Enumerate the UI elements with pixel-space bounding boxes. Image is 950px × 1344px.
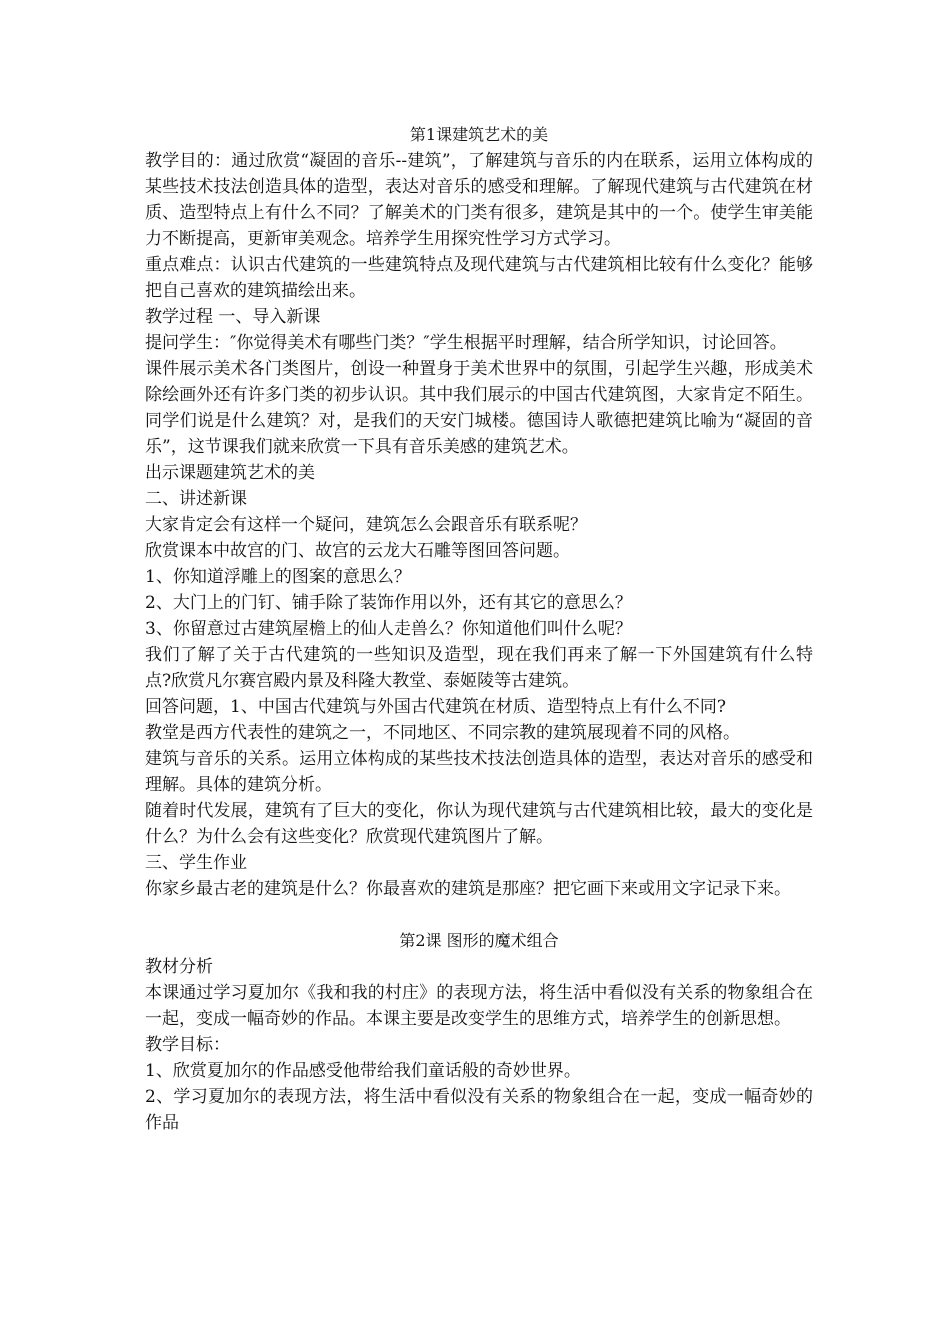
lesson2-title: 第2课 图形的魔术组合 (399, 931, 559, 950)
lesson1-paragraph: 出示课题建筑艺术的美 (145, 463, 315, 483)
lesson1-paragraph: 教学过程 一、导入新课 (145, 307, 321, 327)
lesson1-paragraph: 你家乡最古老的建筑是什么？你最喜欢的建筑是那座？把它画下来或用文字记录下来。 (145, 879, 791, 899)
lesson1-paragraph: 回答问题，1、中国古代建筑与外国古代建筑在材质、造型特点上有什么不同? (145, 697, 726, 717)
lesson2-paragraph: 1、欣赏夏加尔的作品感受他带给我们童话般的奇妙世界。 (145, 1061, 581, 1081)
lesson1-paragraph: 二、讲述新课 (145, 489, 247, 509)
document-page (145, 122, 813, 1136)
lesson1-paragraph: 教学目的：通过欣赏“凝固的音乐--建筑”，了解建筑与音乐的内在联系，运用立体构成的某些技术技法创造具体的造型，表达对音乐的感受和理解。了解现代建筑与古代建筑在材质、造型特点上有什么不同？了解美术的门类有很多，建筑是其中的一个。使学生审美能力不断提高，更新审美观念。培养学生用探究性学习方式学习。 (145, 151, 813, 249)
lesson2-paragraph: 教学目标： (145, 1035, 230, 1055)
lesson2-paragraph: 2、学习夏加尔的表现方法，将生活中看似没有关系的物象组合在一起，变成一幅奇妙的作品 (145, 1087, 813, 1133)
lesson1-paragraph: 建筑与音乐的关系。运用立体构成的某些技术技法创造具体的造型，表达对音乐的感受和理解。具体的建筑分析。 (145, 749, 813, 795)
lesson1-paragraph: 随着时代发展，建筑有了巨大的变化，你认为现代建筑与古代建筑相比较，最大的变化是什么？为什么会有这些变化？欣赏现代建筑图片了解。 (145, 801, 813, 847)
lesson1-title: 第1课建筑艺术的美 (409, 125, 549, 144)
lesson2-paragraph: 本课通过学习夏加尔《我和我的村庄》的表现方法，将生活中看似没有关系的物象组合在一起，变成一幅奇妙的作品。本课主要是改变学生的思维方式，培养学生的创新思想。 (145, 983, 813, 1029)
lesson1-paragraph: 3、你留意过古建筑屋檐上的仙人走兽么？你知道他们叫什么呢？ (145, 619, 632, 639)
lesson1-paragraph: 我们了解了关于古代建筑的一些知识及造型，现在我们再来了解一下外国建筑有什么特点?欣赏凡尔赛宫殿内景及科隆大教堂、泰姬陵等古建筑。 (145, 645, 813, 691)
lesson1-paragraph: 提问学生：″你觉得美术有哪些门类？″学生根据平时理解，结合所学知识，讨论回答。 (145, 333, 787, 353)
lesson1-paragraph: 欣赏课本中故宫的门、故宫的云龙大石雕等图回答问题。 (145, 541, 570, 561)
lesson1-paragraph: 1、你知道浮雕上的图案的意思么？ (145, 567, 411, 587)
section-spacer (145, 902, 813, 928)
lesson1-paragraph: 课件展示美术各门类图片，创设一种置身于美术世界中的氛围，引起学生兴趣，形成美术除绘画外还有许多门类的初步认识。其中我们展示的中国古代建筑图，大家肯定不陌生。同学们说是什么建筑？对，是我们的天安门城楼。德国诗人歌德把建筑比喻为“凝固的音乐”，这节课我们就来欣赏一下具有音乐美感的建筑艺术。 (145, 359, 813, 457)
lesson1-paragraph: 三、学生作业 (145, 853, 247, 873)
lesson2-paragraph: 教材分析 (145, 957, 213, 977)
lesson1-paragraph: 2、大门上的门钉、铺手除了装饰作用以外，还有其它的意思么？ (145, 593, 632, 613)
lesson1-paragraph: 大家肯定会有这样一个疑问，建筑怎么会跟音乐有联系呢？ (145, 515, 587, 535)
lesson1-paragraph: 重点难点：认识古代建筑的一些建筑特点及现代建筑与古代建筑相比较有什么变化？能够把自己喜欢的建筑描绘出来。 (145, 255, 813, 301)
lesson1-paragraph: 教堂是西方代表性的建筑之一，不同地区、不同宗教的建筑展现着不同的风格。 (145, 723, 740, 743)
